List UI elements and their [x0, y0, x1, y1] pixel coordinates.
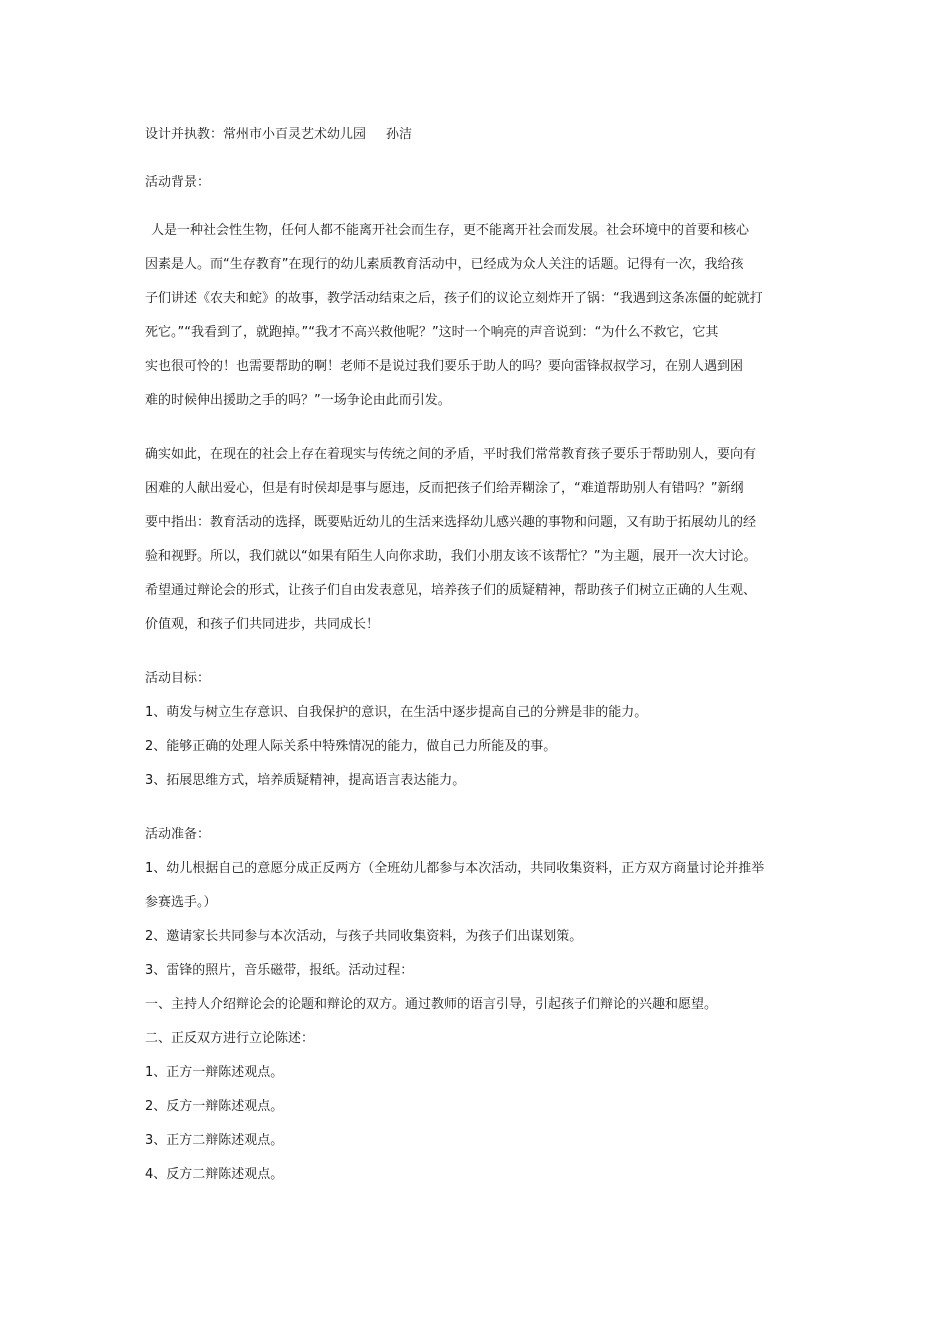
- list-item: 2、反方一辩陈述观点。: [145, 1099, 284, 1114]
- list-item: 4、反方二辩陈述观点。: [145, 1167, 284, 1182]
- paragraph-line: 人是一种社会性生物，任何人都不能离开社会而生存，更不能离开社会而发展。社会环境中的首要和核心: [151, 223, 750, 238]
- list-item: 1、幼儿根据自己的意愿分成正反两方（全班幼儿都参与本次活动，共同收集资料，正方双方商量讨论并推举: [145, 861, 765, 876]
- list-item: 一、主持人介绍辩论会的论题和辩论的双方。通过教师的语言引导，引起孩子们辩论的兴趣和愿望。: [145, 997, 718, 1012]
- paragraph-line: 困难的人献出爱心，但是有时侯却是事与愿违，反而把孩子们给弄糊涂了，“难道帮助别人有错吗？”新纲: [145, 481, 744, 496]
- process-list: [145, 988, 811, 1192]
- paragraph-line: 因素是人。而“生存教育”在现行的幼儿素质教育活动中，已经成为众人关注的话题。记得有一次，我给孩: [145, 257, 744, 272]
- paragraph-line: 要中指出：教育活动的选择，既要贴近幼儿的生活来选择幼儿感兴趣的事物和问题，又有助于拓展幼儿的经: [145, 515, 757, 530]
- document-page: [145, 118, 811, 1192]
- paragraph-line: 子们讲述《农夫和蛇》的故事，教学活动结束之后，孩子们的议论立刻炸开了锅：“我遇到这条冻僵的蛇就打: [145, 291, 763, 306]
- goals-heading: 活动目标：: [145, 671, 211, 686]
- paragraph-line: 验和视野。所以，我们就以“如果有陌生人向你求助，我们小朋友该不该帮忙？”为主题，展开一次大讨论。: [145, 549, 757, 564]
- list-item: 3、正方二辩陈述观点。: [145, 1133, 284, 1148]
- paragraph-line: 实也很可怜的！也需要帮助的啊！老师不是说过我们要乐于助人的吗？要向雷锋叔叔学习，在别人遇到困: [145, 359, 744, 374]
- preparation-list: [145, 852, 811, 988]
- list-item: 3、雷锋的照片，音乐磁带，报纸。活动过程：: [145, 963, 414, 978]
- background-paragraph-1: [145, 214, 811, 418]
- list-item: 1、萌发与树立生存意识、自我保护的意识，在生活中逐步提高自己的分辨是非的能力。: [145, 705, 648, 720]
- list-item: 二、正反双方进行立论陈述：: [145, 1031, 315, 1046]
- designer-label: 设计并执教：常州市小百灵艺术幼儿园: [145, 127, 367, 142]
- designer-name: 孙洁: [386, 127, 413, 142]
- designer-line: [145, 118, 811, 152]
- paragraph-line: 价值观，和孩子们共同进步，共同成长！: [145, 617, 380, 632]
- list-item: 1、正方一辩陈述观点。: [145, 1065, 284, 1080]
- paragraph-line: 确实如此，在现在的社会上存在着现实与传统之间的矛盾，平时我们常常教育孩子要乐于帮助别人，要向有: [145, 447, 757, 462]
- paragraph-line: 难的时候伸出援助之手的吗？”一场争论由此而引发。: [145, 393, 451, 408]
- background-paragraph-2: [145, 438, 811, 642]
- paragraph-line: 死它。”“我看到了，就跑掉。”“我才不高兴救他呢？”这时一个响亮的声音说到：“为什么不救它，它其: [145, 325, 719, 340]
- preparation-heading: 活动准备：: [145, 827, 211, 842]
- list-item: 2、能够正确的处理人际关系中特殊情况的能力，做自己力所能及的事。: [145, 739, 557, 754]
- list-item: 3、拓展思维方式，培养质疑精神，提高语言表达能力。: [145, 773, 466, 788]
- goals-list: [145, 696, 811, 798]
- paragraph-line: 希望通过辩论会的形式，让孩子们自由发表意见，培养孩子们的质疑精神，帮助孩子们树立正确的人生观、: [145, 583, 757, 598]
- list-item: 2、邀请家长共同参与本次活动，与孩子共同收集资料，为孩子们出谋划策。: [145, 929, 583, 944]
- background-heading: 活动背景：: [145, 175, 211, 190]
- list-item: 参赛选手。）: [145, 895, 217, 910]
